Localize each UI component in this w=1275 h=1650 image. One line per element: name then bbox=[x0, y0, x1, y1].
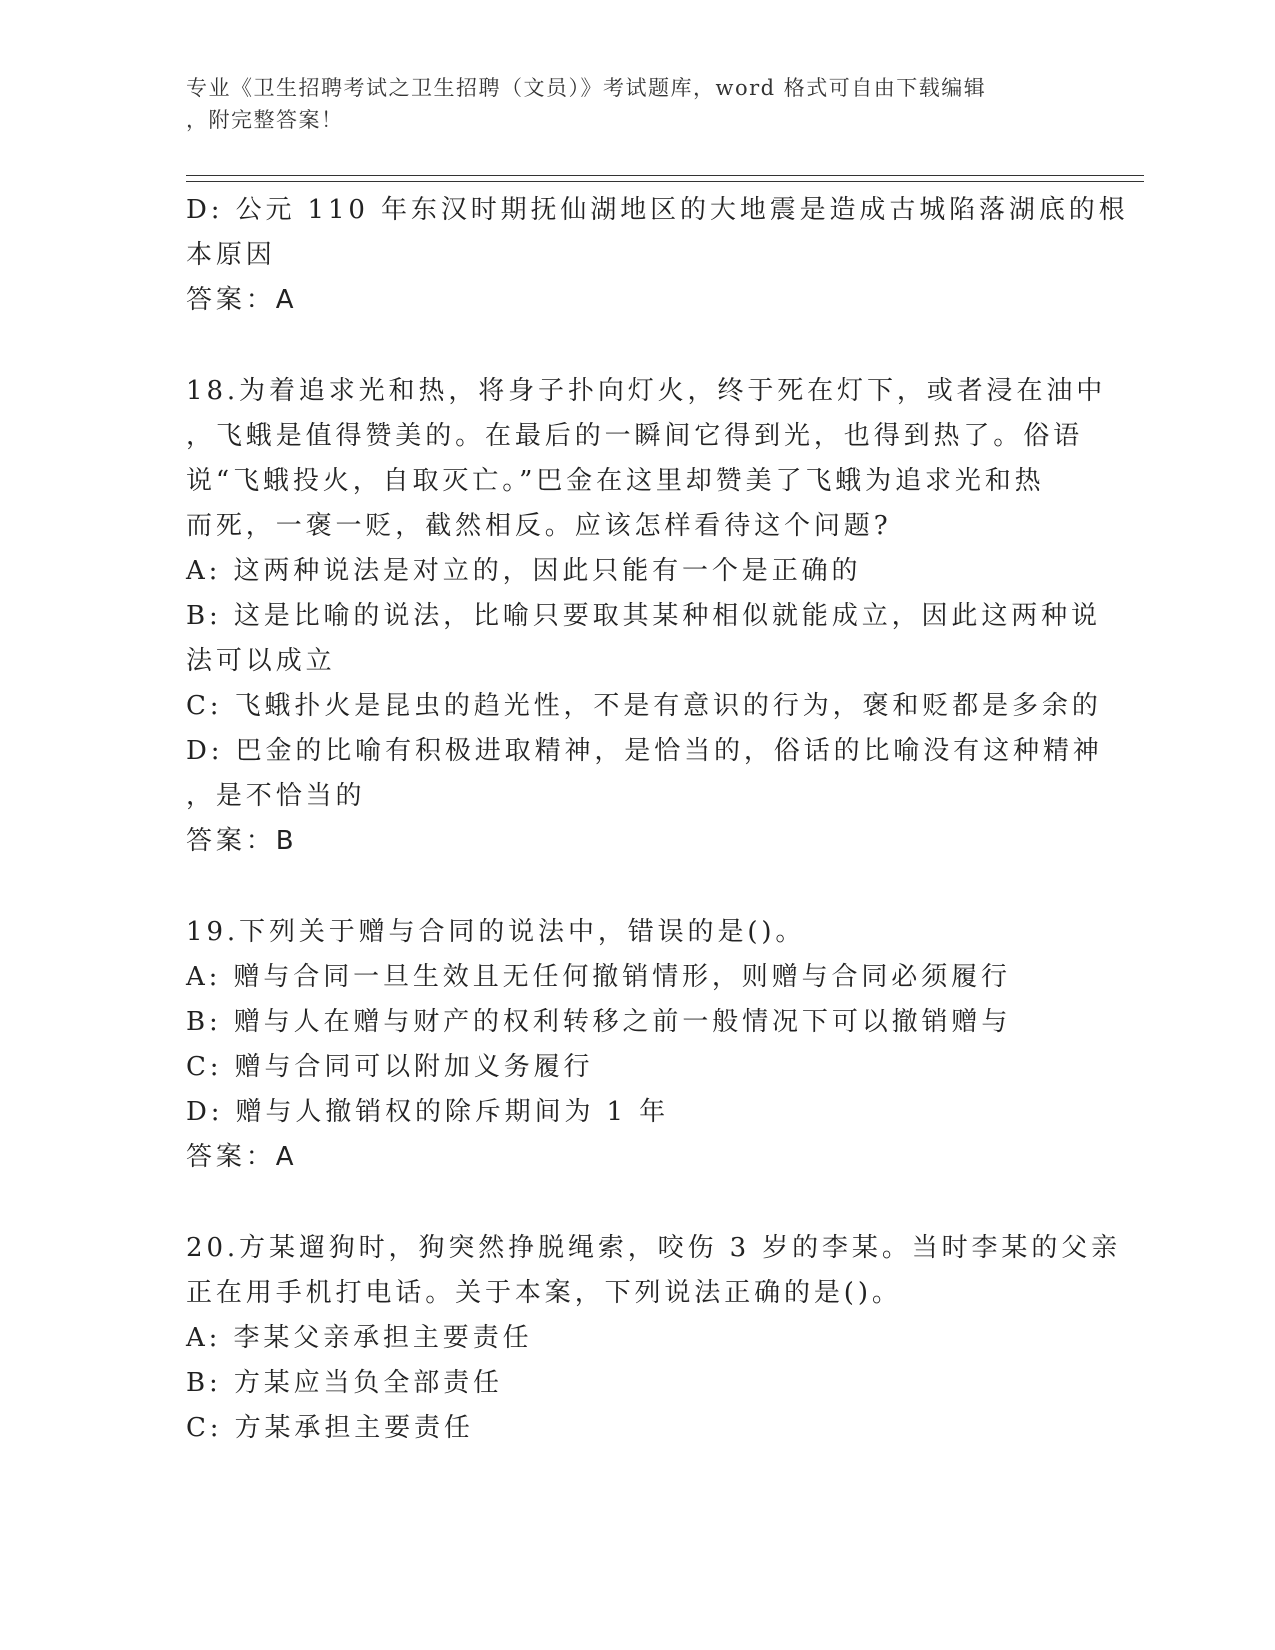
answer: 答案：A bbox=[186, 1142, 298, 1172]
option-b: B: 方某应当负全部责任 bbox=[186, 1368, 503, 1398]
question-stem: 19.下列关于赠与合同的说法中，错误的是()。 bbox=[186, 917, 806, 947]
header-line: ，附完整答案！ bbox=[186, 108, 344, 132]
question-stem: 18.为着追求光和热，将身子扑向灯火，终于死在灯下，或者浸在油中 bbox=[186, 376, 1107, 406]
question-stem: 正在用手机打电话。关于本案，下列说法正确的是()。 bbox=[186, 1278, 902, 1308]
option-b: B: 这是比喻的说法，比喻只要取其某种相似就能成立，因此这两种说 bbox=[186, 601, 1101, 631]
option-c: C: 方某承担主要责任 bbox=[186, 1413, 474, 1443]
option-c: C: 赠与合同可以附加义务履行 bbox=[186, 1052, 594, 1082]
question-stem: ，飞蛾是值得赞美的。在最后的一瞬间它得到光，也得到热了。俗语 bbox=[186, 421, 1084, 451]
option-a: A: 这两种说法是对立的，因此只能有一个是正确的 bbox=[186, 556, 862, 586]
question-stem: 而死，一褒一贬，截然相反。应该怎样看待这个问题? bbox=[186, 511, 892, 541]
option-b: B: 赠与人在赠与财产的权利转移之前一般情况下可以撤销赠与 bbox=[186, 1007, 1012, 1037]
option-d: D: 巴金的比喻有积极进取精神，是恰当的，俗话的比喻没有这种精神 bbox=[186, 736, 1103, 766]
option-a: A: 赠与合同一旦生效且无任何撤销情形，则赠与合同必须履行 bbox=[186, 962, 1011, 992]
question-stem: 说“飞蛾投火，自取灭亡。”巴金在这里却赞美了飞蛾为追求光和热 bbox=[186, 466, 1045, 496]
option-c: C: 飞蛾扑火是昆虫的趋光性，不是有意识的行为，褒和贬都是多余的 bbox=[186, 691, 1102, 721]
option-d: D: 赠与人撤销权的除斥期间为 1 年 bbox=[186, 1097, 670, 1127]
header-divider bbox=[186, 175, 1144, 176]
document-header bbox=[186, 72, 1066, 136]
answer: 答案：B bbox=[186, 826, 298, 856]
option-d: D: 公元 110 年东汉时期抚仙湖地区的大地震是造成古城陷落湖底的根 bbox=[186, 195, 1129, 225]
option-a: A: 李某父亲承担主要责任 bbox=[186, 1323, 533, 1353]
answer: 答案：A bbox=[186, 285, 298, 315]
option-d-continued: ，是不恰当的 bbox=[186, 781, 366, 811]
document-body bbox=[186, 188, 1129, 1451]
option-b-continued: 法可以成立 bbox=[186, 646, 336, 676]
question-stem: 20.方某遛狗时，狗突然挣脱绳索，咬伤 3 岁的李某。当时李某的父亲 bbox=[186, 1233, 1122, 1263]
header-line: 专业《卫生招聘考试之卫生招聘（文员）》考试题库，word 格式可自由下载编辑 bbox=[186, 76, 987, 100]
header-divider bbox=[186, 181, 1144, 182]
option-d-continued: 本原因 bbox=[186, 240, 276, 270]
